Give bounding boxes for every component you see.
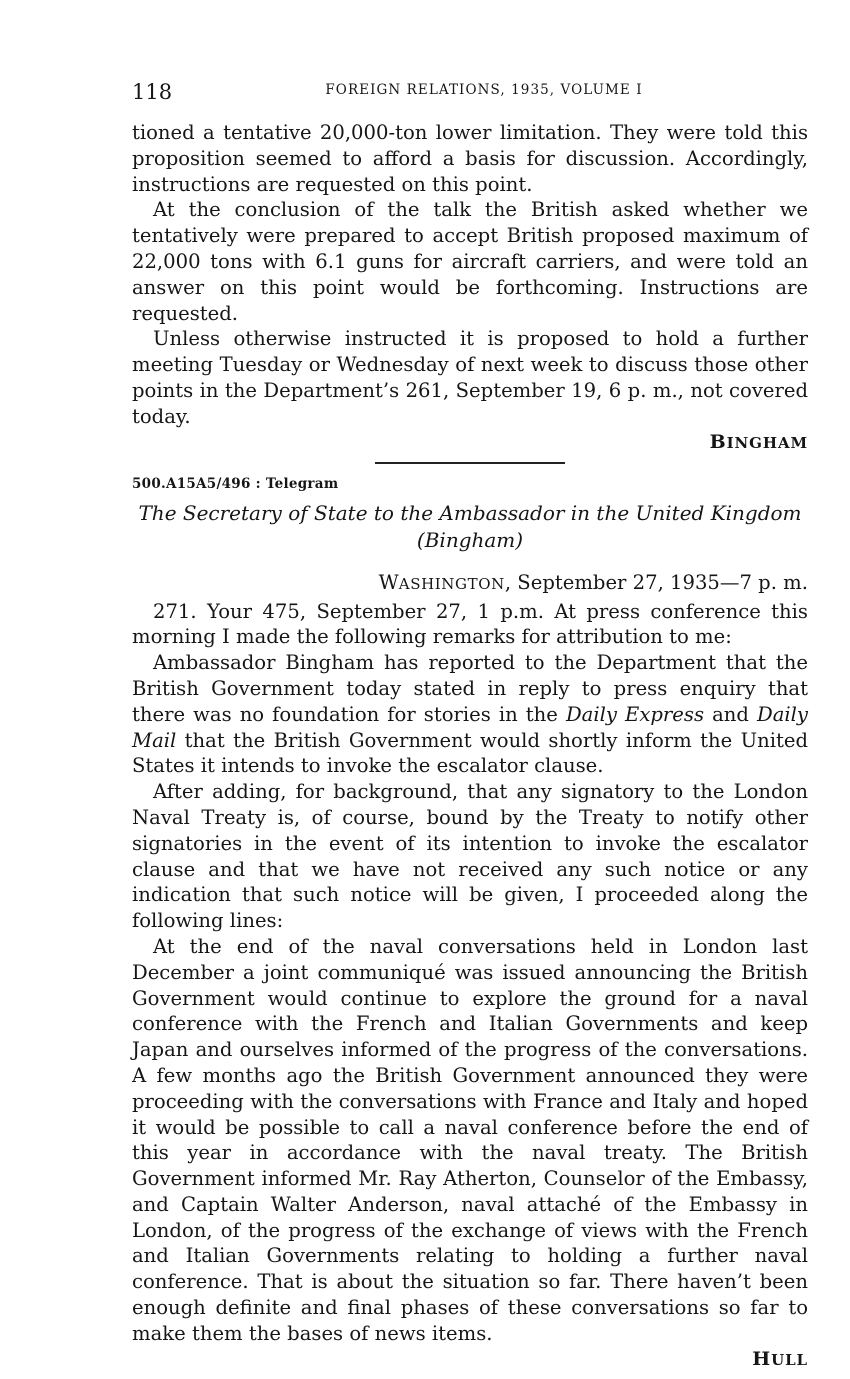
page-number: 118 — [132, 80, 173, 104]
document-title-line: The Secretary of State to the Ambassador in the United Kingdom — [138, 500, 802, 525]
file-reference: 500.A15A5/496 : Telegram — [132, 475, 339, 492]
paragraph: At the end of the naval conversations held in London last December a joint communiqué was issued announcing the British Government would continue to explore the ground for a naval conference with the French and Italian Governments and keep Japan and ourselves informed of the progress of the conversations. A few months ago the British Government announced they were proceeding with the conversations with France and Italy and hoped it would be possible to call a naval conference before the end of this year in accordance with the naval treaty. The British Government informed Mr. Ray Atherton, Counselor of the Embassy, and Captain Walter Anderson, naval attaché of the Embassy in London, of the progress of the exchange of views with the French and Italian Governments relating to holding a further naval conference. That is about the situation so far. There haven’t been enough definite and final phases of these conversations so far to make them the bases of news items. — [132, 934, 808, 1345]
document-continuation — [132, 120, 808, 456]
running-head: FOREIGN RELATIONS, 1935, VOLUME I — [325, 82, 643, 98]
paragraph: 271. Your 475, September 27, 1 p.m. At press conference this morning I made the following remarks for attribution to me: — [132, 599, 808, 649]
page-header — [132, 78, 808, 106]
document-telegram — [132, 474, 808, 1373]
signature-bingham: BINGHAM — [709, 430, 808, 453]
document-title — [132, 500, 808, 554]
document-title-line: (Bingham) — [416, 527, 524, 552]
document-page — [132, 78, 808, 1373]
section-divider — [375, 462, 565, 464]
paragraph: Ambassador Bingham has reported to the Department that the British Government today stated in reply to press enquiry that there was no foundation for stories in the Daily Express and Daily Mail that the British Government would shortly inform the United States it intends to invoke the escalator clause. — [132, 651, 808, 778]
dateline: WASHINGTON, September 27, 1935—7 p. m. — [378, 570, 808, 594]
paragraph: Unless otherwise instructed it is proposed to hold a further meeting Tuesday or Wednesday of next week to discuss those other points in the Department’s 261, September 19, 6 p. m., not covered today. — [132, 327, 808, 428]
paragraph: tioned a tentative 20,000-ton lower limitation. They were told this proposition seemed to afford a basis for discussion. Accordingly, instructions are requested on this point. — [132, 121, 808, 196]
signature-hull: HULL — [752, 1347, 808, 1370]
paragraph: After adding, for background, that any signatory to the London Naval Treaty is, of course, bound by the Treaty to notify other signatories in the event of its intention to invoke the escalator clause and that we have not received any such notice or any indication that such notice will be given, I proceeded along the following lines: — [132, 780, 808, 933]
paragraph: At the conclusion of the talk the British asked whether we tentatively were prepared to accept British proposed maximum of 22,000 tons with 6.1 guns for aircraft carriers, and were told an answer on this point would be forthcoming. Instructions are requested. — [132, 198, 808, 325]
